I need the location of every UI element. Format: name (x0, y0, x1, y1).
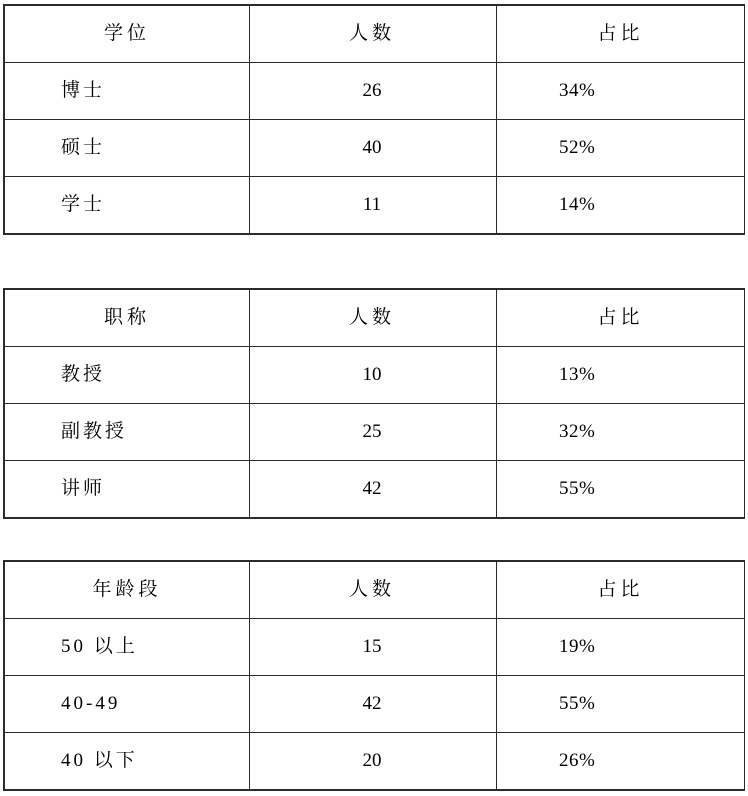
title-table (3, 288, 745, 519)
table-row (5, 619, 745, 676)
age-table-grid (4, 561, 745, 790)
column-header-percent: 占比 (497, 6, 745, 63)
age-table (3, 560, 745, 791)
table-row (5, 461, 745, 518)
row-label: 副教授 (5, 404, 250, 461)
row-label: 讲师 (5, 461, 250, 518)
column-header-category: 职称 (5, 290, 250, 347)
row-label: 40-49 (5, 676, 250, 733)
table-header-row (5, 6, 745, 63)
table-row (5, 120, 745, 177)
row-count: 25 (250, 404, 497, 461)
table-header-row (5, 562, 745, 619)
row-count: 40 (250, 120, 497, 177)
table-row (5, 177, 745, 234)
row-label: 博士 (5, 63, 250, 120)
column-header-category: 年龄段 (5, 562, 250, 619)
column-header-count: 人数 (250, 6, 497, 63)
column-header-count: 人数 (250, 290, 497, 347)
table-header-row (5, 290, 745, 347)
degree-table (3, 4, 745, 235)
degree-table-grid (4, 5, 745, 234)
row-percent: 34% (497, 63, 745, 120)
table-row (5, 676, 745, 733)
row-count: 15 (250, 619, 497, 676)
row-label: 50 以上 (5, 619, 250, 676)
table-row (5, 404, 745, 461)
table-row (5, 733, 745, 790)
row-percent: 26% (497, 733, 745, 790)
column-header-percent: 占比 (497, 290, 745, 347)
row-count: 42 (250, 676, 497, 733)
row-percent: 55% (497, 461, 745, 518)
row-count: 20 (250, 733, 497, 790)
row-label: 教授 (5, 347, 250, 404)
row-count: 11 (250, 177, 497, 234)
column-header-count: 人数 (250, 562, 497, 619)
title-table-grid (4, 289, 745, 518)
row-percent: 55% (497, 676, 745, 733)
row-percent: 13% (497, 347, 745, 404)
row-percent: 19% (497, 619, 745, 676)
row-percent: 32% (497, 404, 745, 461)
row-count: 42 (250, 461, 497, 518)
row-count: 10 (250, 347, 497, 404)
row-label: 学士 (5, 177, 250, 234)
table-row (5, 63, 745, 120)
column-header-category: 学位 (5, 6, 250, 63)
row-percent: 52% (497, 120, 745, 177)
row-percent: 14% (497, 177, 745, 234)
table-row (5, 347, 745, 404)
row-label: 40 以下 (5, 733, 250, 790)
column-header-percent: 占比 (497, 562, 745, 619)
row-label: 硕士 (5, 120, 250, 177)
row-count: 26 (250, 63, 497, 120)
